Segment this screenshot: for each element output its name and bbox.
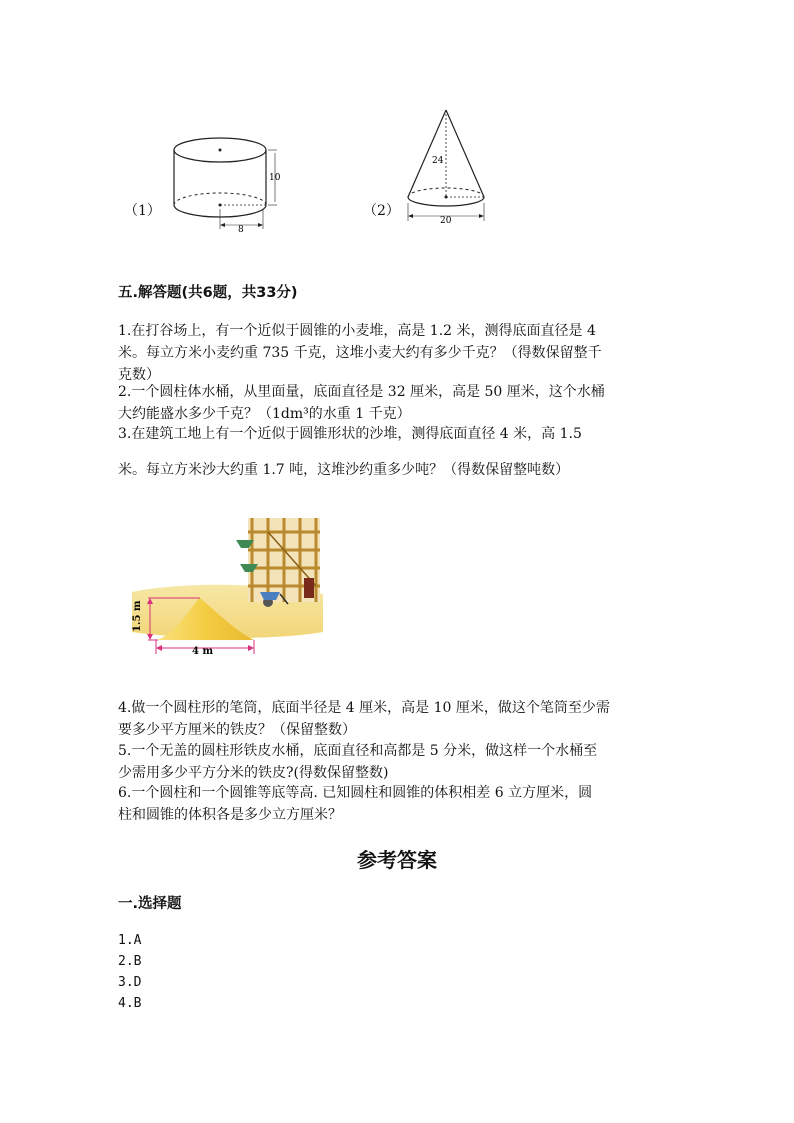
cylinder-radius-label: 8: [238, 225, 244, 233]
figure-2-label: （2）: [363, 203, 400, 219]
answers-section-1-heading: 一.选择题: [118, 896, 182, 912]
question-1-line-2: 米。每立方米小麦约重 735 千克，这堆小麦大约有多少千克？（得数保留整千: [118, 345, 602, 361]
question-5-line-2: 少需用多少平方分米的铁皮?(得数保留整数): [118, 765, 389, 781]
cone-diameter-label: 20: [440, 216, 452, 225]
question-2-line-1: 2.一个圆柱体水桶，从里面量，底面直径是 32 厘米，高是 50 厘米，这个水桶: [118, 384, 605, 400]
sand-height-label: 1.5 m: [132, 600, 143, 632]
section-5-heading: 五.解答题(共6题，共33分): [118, 285, 298, 301]
answer-4: 4.B: [118, 996, 142, 1011]
question-2: [118, 381, 678, 425]
question-4-line-1: 4.做一个圆柱形的笔筒，底面半径是 4 厘米，高是 10 厘米，做这个笔筒至少需: [118, 700, 610, 716]
question-4-line-2: 要多少平方厘米的铁皮？（保留整数）: [118, 722, 356, 738]
question-1-line-1: 1.在打谷场上，有一个近似于圆锥的小麦堆，高是 1.2 米，测得底面直径是 4: [118, 323, 596, 339]
question-5-line-1: 5.一个无盖的圆柱形铁皮水桶，底面直径和高都是 5 分米，做这样一个水桶至: [118, 743, 598, 759]
question-6: [118, 782, 678, 826]
question-2-line-2: 大约能盛水多少千克？（1dm³的水重 1 千克）: [118, 406, 411, 422]
answer-2: 2.B: [118, 954, 142, 969]
sand-width-label: 4 m: [192, 646, 214, 657]
sand-pile-illustration: [128, 514, 328, 660]
cone-figure: [402, 105, 497, 225]
question-5: [118, 740, 678, 784]
question-4: [118, 697, 678, 741]
question-3-line-2: 米。每立方米沙大约重 1.7 吨，这堆沙约重多少吨？（得数保留整吨数）: [118, 462, 570, 478]
cone-height-label: 24: [432, 156, 444, 166]
figure-1-label: （1）: [124, 203, 161, 219]
question-6-line-1: 6.一个圆柱和一个圆锥等底等高. 已知圆柱和圆锥的体积相差 6 立方厘米，圆: [118, 785, 593, 801]
answer-3: 3.D: [118, 975, 142, 990]
question-1-line-3: 克数）: [118, 367, 160, 383]
question-3-line-1: 3.在建筑工地上有一个近似于圆锥形状的沙堆，测得底面直径 4 米，高 1.5: [118, 426, 582, 442]
question-6-line-2: 柱和圆锥的体积各是多少立方厘米？: [118, 807, 342, 823]
answer-1: 1.A: [118, 933, 142, 948]
answers-title: 参考答案: [357, 848, 437, 872]
cylinder-height-label: 10: [269, 173, 281, 183]
question-1: [118, 320, 678, 386]
cylinder-figure: [165, 125, 285, 233]
